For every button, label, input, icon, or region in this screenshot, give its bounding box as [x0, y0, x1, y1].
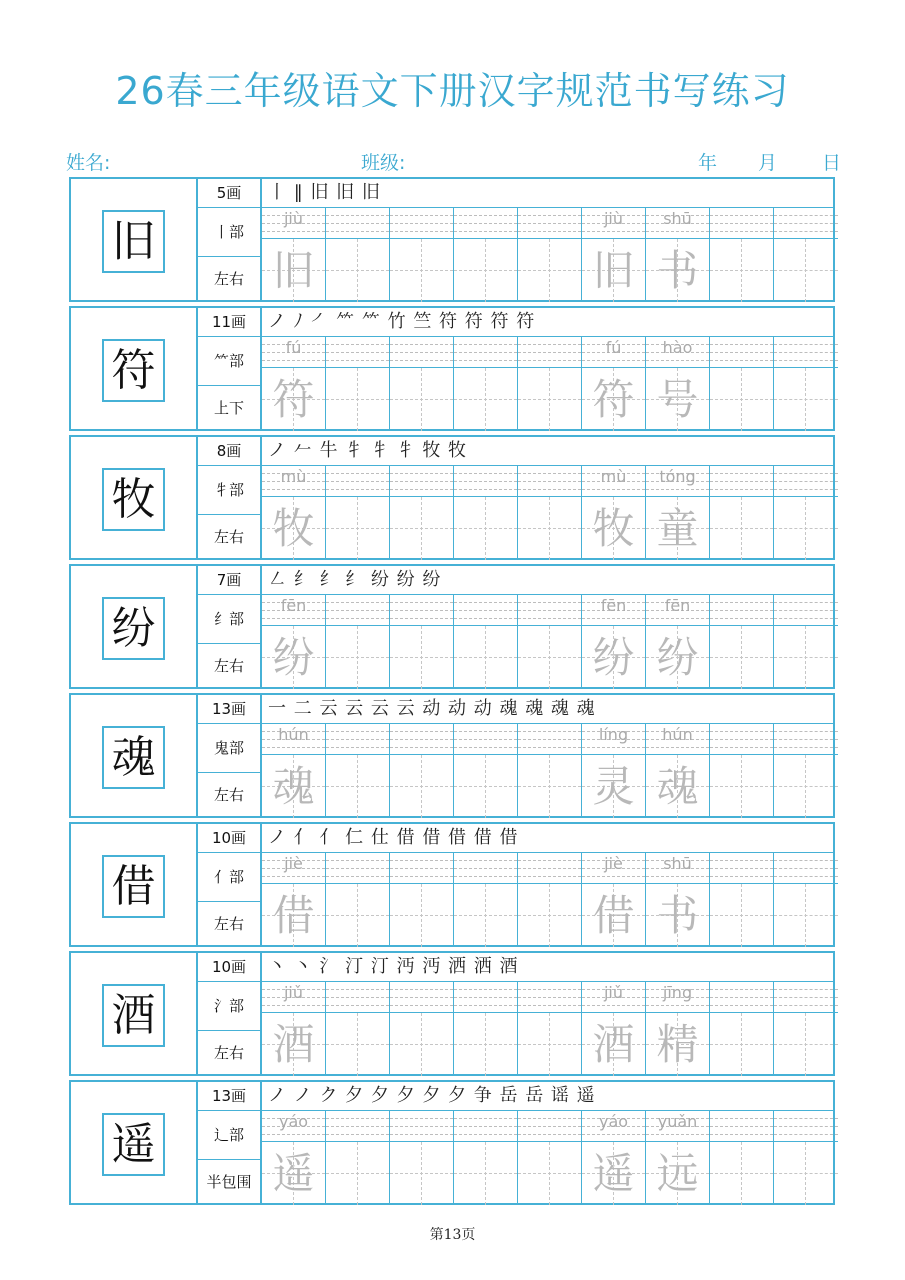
- stroke-order: ノ ﾉ ㇒ ⺮ ⺮ 竹 竺 符 符 符 符: [262, 308, 833, 337]
- info-column: [198, 179, 262, 300]
- practice-grid: [262, 853, 835, 947]
- practice-cell[interactable]: [518, 724, 582, 818]
- practice-cell[interactable]: [710, 1111, 774, 1205]
- practice-cell[interactable]: [454, 1111, 518, 1205]
- practice-cell[interactable]: [390, 208, 454, 302]
- practice-cell[interactable]: [774, 208, 838, 302]
- practice-cell[interactable]: [454, 982, 518, 1076]
- month-label: 月: [758, 152, 778, 174]
- practice-cell[interactable]: [774, 1111, 838, 1205]
- practice-cell[interactable]: [326, 724, 390, 818]
- practice-cell[interactable]: [774, 595, 838, 689]
- practice-cell[interactable]: [262, 208, 326, 302]
- practice-cell[interactable]: [262, 595, 326, 689]
- practice-cell[interactable]: [774, 853, 838, 947]
- model-character: 纷: [102, 597, 165, 660]
- practice-cell[interactable]: [390, 1111, 454, 1205]
- radical: 辶部: [198, 1111, 260, 1160]
- info-column: [198, 824, 262, 945]
- practice-cell[interactable]: [326, 208, 390, 302]
- stroke-order: ノ ノ ク 夕 夕 夕 夕 夕 争 岳 岳 谣 遥: [262, 1082, 833, 1111]
- char-column: [71, 437, 198, 558]
- year-label: 年: [698, 152, 718, 174]
- practice-cell[interactable]: [326, 595, 390, 689]
- practice-cell[interactable]: [710, 982, 774, 1076]
- word-character: 书: [656, 891, 699, 940]
- char-column: [71, 566, 198, 687]
- practice-cell[interactable]: [646, 982, 710, 1076]
- practice-cell[interactable]: [582, 466, 646, 560]
- page-number: 第13页: [429, 1227, 476, 1243]
- word-character: 书: [656, 246, 699, 295]
- pinyin: jiù: [603, 209, 624, 228]
- stroke-count: 10画: [198, 824, 260, 853]
- pinyin: fēn: [600, 596, 627, 615]
- practice-cell[interactable]: [774, 982, 838, 1076]
- practice-cell[interactable]: [262, 1111, 326, 1205]
- word-character: 远: [656, 1149, 699, 1198]
- name-label: 姓名:: [66, 152, 111, 174]
- structure: 左右: [213, 915, 244, 933]
- trace-character: 牧: [272, 504, 315, 553]
- model-character: 遥: [102, 1113, 165, 1176]
- trace-character: 纷: [272, 633, 315, 682]
- character-block: [69, 951, 835, 1076]
- stroke-order: 丶 丶 氵 汀 汀 沔 沔 洒 洒 酒: [262, 953, 833, 982]
- practice-cell[interactable]: [582, 724, 646, 818]
- char-column: [71, 179, 198, 300]
- trace-character: 遥: [272, 1149, 315, 1198]
- info-column: [198, 953, 262, 1074]
- practice-cell[interactable]: [262, 982, 326, 1076]
- trace-character: 旧: [272, 246, 315, 295]
- stroke-order: 丨 ‖ 旧 旧 旧: [262, 179, 833, 208]
- character-block: [69, 693, 835, 818]
- structure: 上下: [213, 399, 244, 417]
- practice-cell[interactable]: [646, 208, 710, 302]
- structure: 左右: [213, 1044, 244, 1062]
- pinyin: mù: [280, 467, 307, 486]
- practice-grid: [262, 337, 835, 431]
- character-block: [69, 822, 835, 947]
- model-character: 魂: [102, 726, 165, 789]
- structure: 左右: [213, 786, 244, 804]
- practice-cell[interactable]: [646, 724, 710, 818]
- structure: 左右: [213, 270, 244, 288]
- day-label: 日: [822, 152, 842, 174]
- pinyin: jiè: [604, 854, 623, 873]
- practice-cell[interactable]: [710, 853, 774, 947]
- trace-character: 符: [272, 375, 315, 424]
- practice-cell[interactable]: [710, 595, 774, 689]
- practice-cell[interactable]: [518, 1111, 582, 1205]
- practice-cell[interactable]: [710, 466, 774, 560]
- info-column: [198, 695, 262, 816]
- practice-cell[interactable]: [262, 724, 326, 818]
- info-column: [198, 566, 262, 687]
- practice-cell[interactable]: [326, 982, 390, 1076]
- word-character: 牧: [592, 504, 635, 553]
- practice-cell[interactable]: [710, 724, 774, 818]
- practice-cell[interactable]: [646, 1111, 710, 1205]
- practice-cell[interactable]: [710, 337, 774, 431]
- info-column: [198, 437, 262, 558]
- radical: 纟部: [198, 595, 260, 644]
- stroke-count: 10画: [198, 953, 260, 982]
- practice-cell[interactable]: [454, 466, 518, 560]
- model-character: 旧: [102, 210, 165, 273]
- pinyin: fú: [285, 338, 302, 357]
- word-character: 借: [592, 891, 635, 940]
- practice-cell[interactable]: [454, 208, 518, 302]
- structure: 半包围: [206, 1173, 252, 1191]
- word-character: 纷: [592, 633, 635, 682]
- word-character: 灵: [592, 762, 635, 811]
- pinyin: yuǎn: [657, 1112, 698, 1131]
- info-column: [198, 1082, 262, 1203]
- stroke-count: 13画: [198, 695, 260, 724]
- structure: 左右: [213, 528, 244, 546]
- practice-cell[interactable]: [326, 853, 390, 947]
- practice-cell[interactable]: [390, 982, 454, 1076]
- practice-cell[interactable]: [518, 853, 582, 947]
- pinyin: jīng: [662, 983, 693, 1002]
- practice-grid: [262, 208, 835, 302]
- model-character: 酒: [102, 984, 165, 1047]
- pinyin: hào: [662, 338, 693, 357]
- trace-character: 魂: [272, 762, 315, 811]
- stroke-count: 7画: [198, 566, 260, 595]
- info-column: [198, 308, 262, 429]
- practice-cell[interactable]: [518, 466, 582, 560]
- word-character: 精: [656, 1020, 699, 1069]
- pinyin: hún: [278, 725, 309, 744]
- practice-cell[interactable]: [390, 595, 454, 689]
- practice-cell[interactable]: [646, 337, 710, 431]
- practice-cell[interactable]: [774, 466, 838, 560]
- radical: 氵部: [198, 982, 260, 1031]
- word-character: 符: [592, 375, 635, 424]
- practice-cell[interactable]: [518, 982, 582, 1076]
- radical: 牜部: [198, 466, 260, 515]
- word-character: 魂: [656, 762, 699, 811]
- practice-cell[interactable]: [390, 337, 454, 431]
- character-block: [69, 177, 835, 302]
- pinyin: fú: [605, 338, 622, 357]
- practice-grid: [262, 724, 835, 818]
- character-block: [69, 306, 835, 431]
- practice-cell[interactable]: [646, 595, 710, 689]
- pinyin: fēn: [664, 596, 691, 615]
- stroke-count: 11画: [198, 308, 260, 337]
- practice-cell[interactable]: [390, 466, 454, 560]
- char-column: [71, 953, 198, 1074]
- pinyin: yáo: [598, 1112, 629, 1131]
- stroke-count: 8画: [198, 437, 260, 466]
- pinyin: jiù: [283, 209, 304, 228]
- pinyin: jiǔ: [283, 983, 304, 1002]
- pinyin: shū: [663, 854, 692, 873]
- trace-character: 借: [272, 891, 315, 940]
- practice-cell[interactable]: [262, 853, 326, 947]
- char-column: [71, 695, 198, 816]
- practice-cell[interactable]: [262, 337, 326, 431]
- practice-cell[interactable]: [262, 466, 326, 560]
- character-block: [69, 1080, 835, 1205]
- practice-cell[interactable]: [454, 853, 518, 947]
- practice-cell[interactable]: [326, 1111, 390, 1205]
- radical: ⺮部: [198, 337, 260, 386]
- practice-grid: [262, 982, 835, 1076]
- pinyin: jiǔ: [603, 983, 624, 1002]
- model-character: 牧: [102, 468, 165, 531]
- practice-cell[interactable]: [582, 982, 646, 1076]
- radical: 鬼部: [198, 724, 260, 773]
- model-character: 符: [102, 339, 165, 402]
- practice-grid: [262, 1111, 835, 1205]
- word-character: 号: [656, 375, 699, 424]
- word-character: 童: [656, 504, 699, 553]
- practice-cell[interactable]: [710, 208, 774, 302]
- radical: 亻部: [198, 853, 260, 902]
- char-column: [71, 824, 198, 945]
- practice-cell[interactable]: [646, 466, 710, 560]
- class-label: 班级:: [361, 152, 406, 174]
- structure: 左右: [213, 657, 244, 675]
- practice-cell[interactable]: [518, 208, 582, 302]
- practice-cell[interactable]: [454, 724, 518, 818]
- practice-cell[interactable]: [518, 595, 582, 689]
- stroke-order: 一 二 云 云 云 云 动 动 动 魂 魂 魂 魂: [262, 695, 833, 724]
- page-title: 26春三年级语文下册汉字规范书写练习: [115, 69, 790, 113]
- character-block: [69, 435, 835, 560]
- pinyin: fēn: [280, 596, 307, 615]
- stroke-order: ノ 𠂉 牛 牜 牜 牜 牧 牧: [262, 437, 833, 466]
- pinyin: tóng: [659, 467, 696, 486]
- pinyin: líng: [598, 725, 629, 744]
- stroke-count: 13画: [198, 1082, 260, 1111]
- pinyin: hún: [662, 725, 693, 744]
- practice-grid: [262, 466, 835, 560]
- trace-character: 酒: [272, 1020, 315, 1069]
- practice-cell[interactable]: [774, 337, 838, 431]
- pinyin: shū: [663, 209, 692, 228]
- practice-cell[interactable]: [582, 1111, 646, 1205]
- practice-cell[interactable]: [390, 724, 454, 818]
- character-block: [69, 564, 835, 689]
- pinyin: jiè: [284, 854, 303, 873]
- model-character: 借: [102, 855, 165, 918]
- stroke-order: ノ 亻 亻 仁 仕 借 借 借 借 借: [262, 824, 833, 853]
- practice-grid: [262, 595, 835, 689]
- practice-cell[interactable]: [390, 853, 454, 947]
- practice-cell[interactable]: [774, 724, 838, 818]
- practice-cell[interactable]: [646, 853, 710, 947]
- char-column: [71, 1082, 198, 1203]
- practice-cell[interactable]: [582, 595, 646, 689]
- word-character: 纷: [656, 633, 699, 682]
- word-character: 遥: [592, 1149, 635, 1198]
- char-column: [71, 308, 198, 429]
- practice-cell[interactable]: [582, 853, 646, 947]
- word-character: 旧: [592, 246, 635, 295]
- practice-cell[interactable]: [582, 208, 646, 302]
- practice-cell[interactable]: [582, 337, 646, 431]
- stroke-count: 5画: [198, 179, 260, 208]
- practice-cell[interactable]: [454, 337, 518, 431]
- practice-cell[interactable]: [518, 337, 582, 431]
- practice-cell[interactable]: [454, 595, 518, 689]
- practice-cell[interactable]: [326, 337, 390, 431]
- pinyin: yáo: [278, 1112, 309, 1131]
- radical: 丨部: [198, 208, 260, 257]
- pinyin: mù: [600, 467, 627, 486]
- stroke-order: ㇜ 纟 纟 纟 纷 纷 纷: [262, 566, 833, 595]
- word-character: 酒: [592, 1020, 635, 1069]
- practice-cell[interactable]: [326, 466, 390, 560]
